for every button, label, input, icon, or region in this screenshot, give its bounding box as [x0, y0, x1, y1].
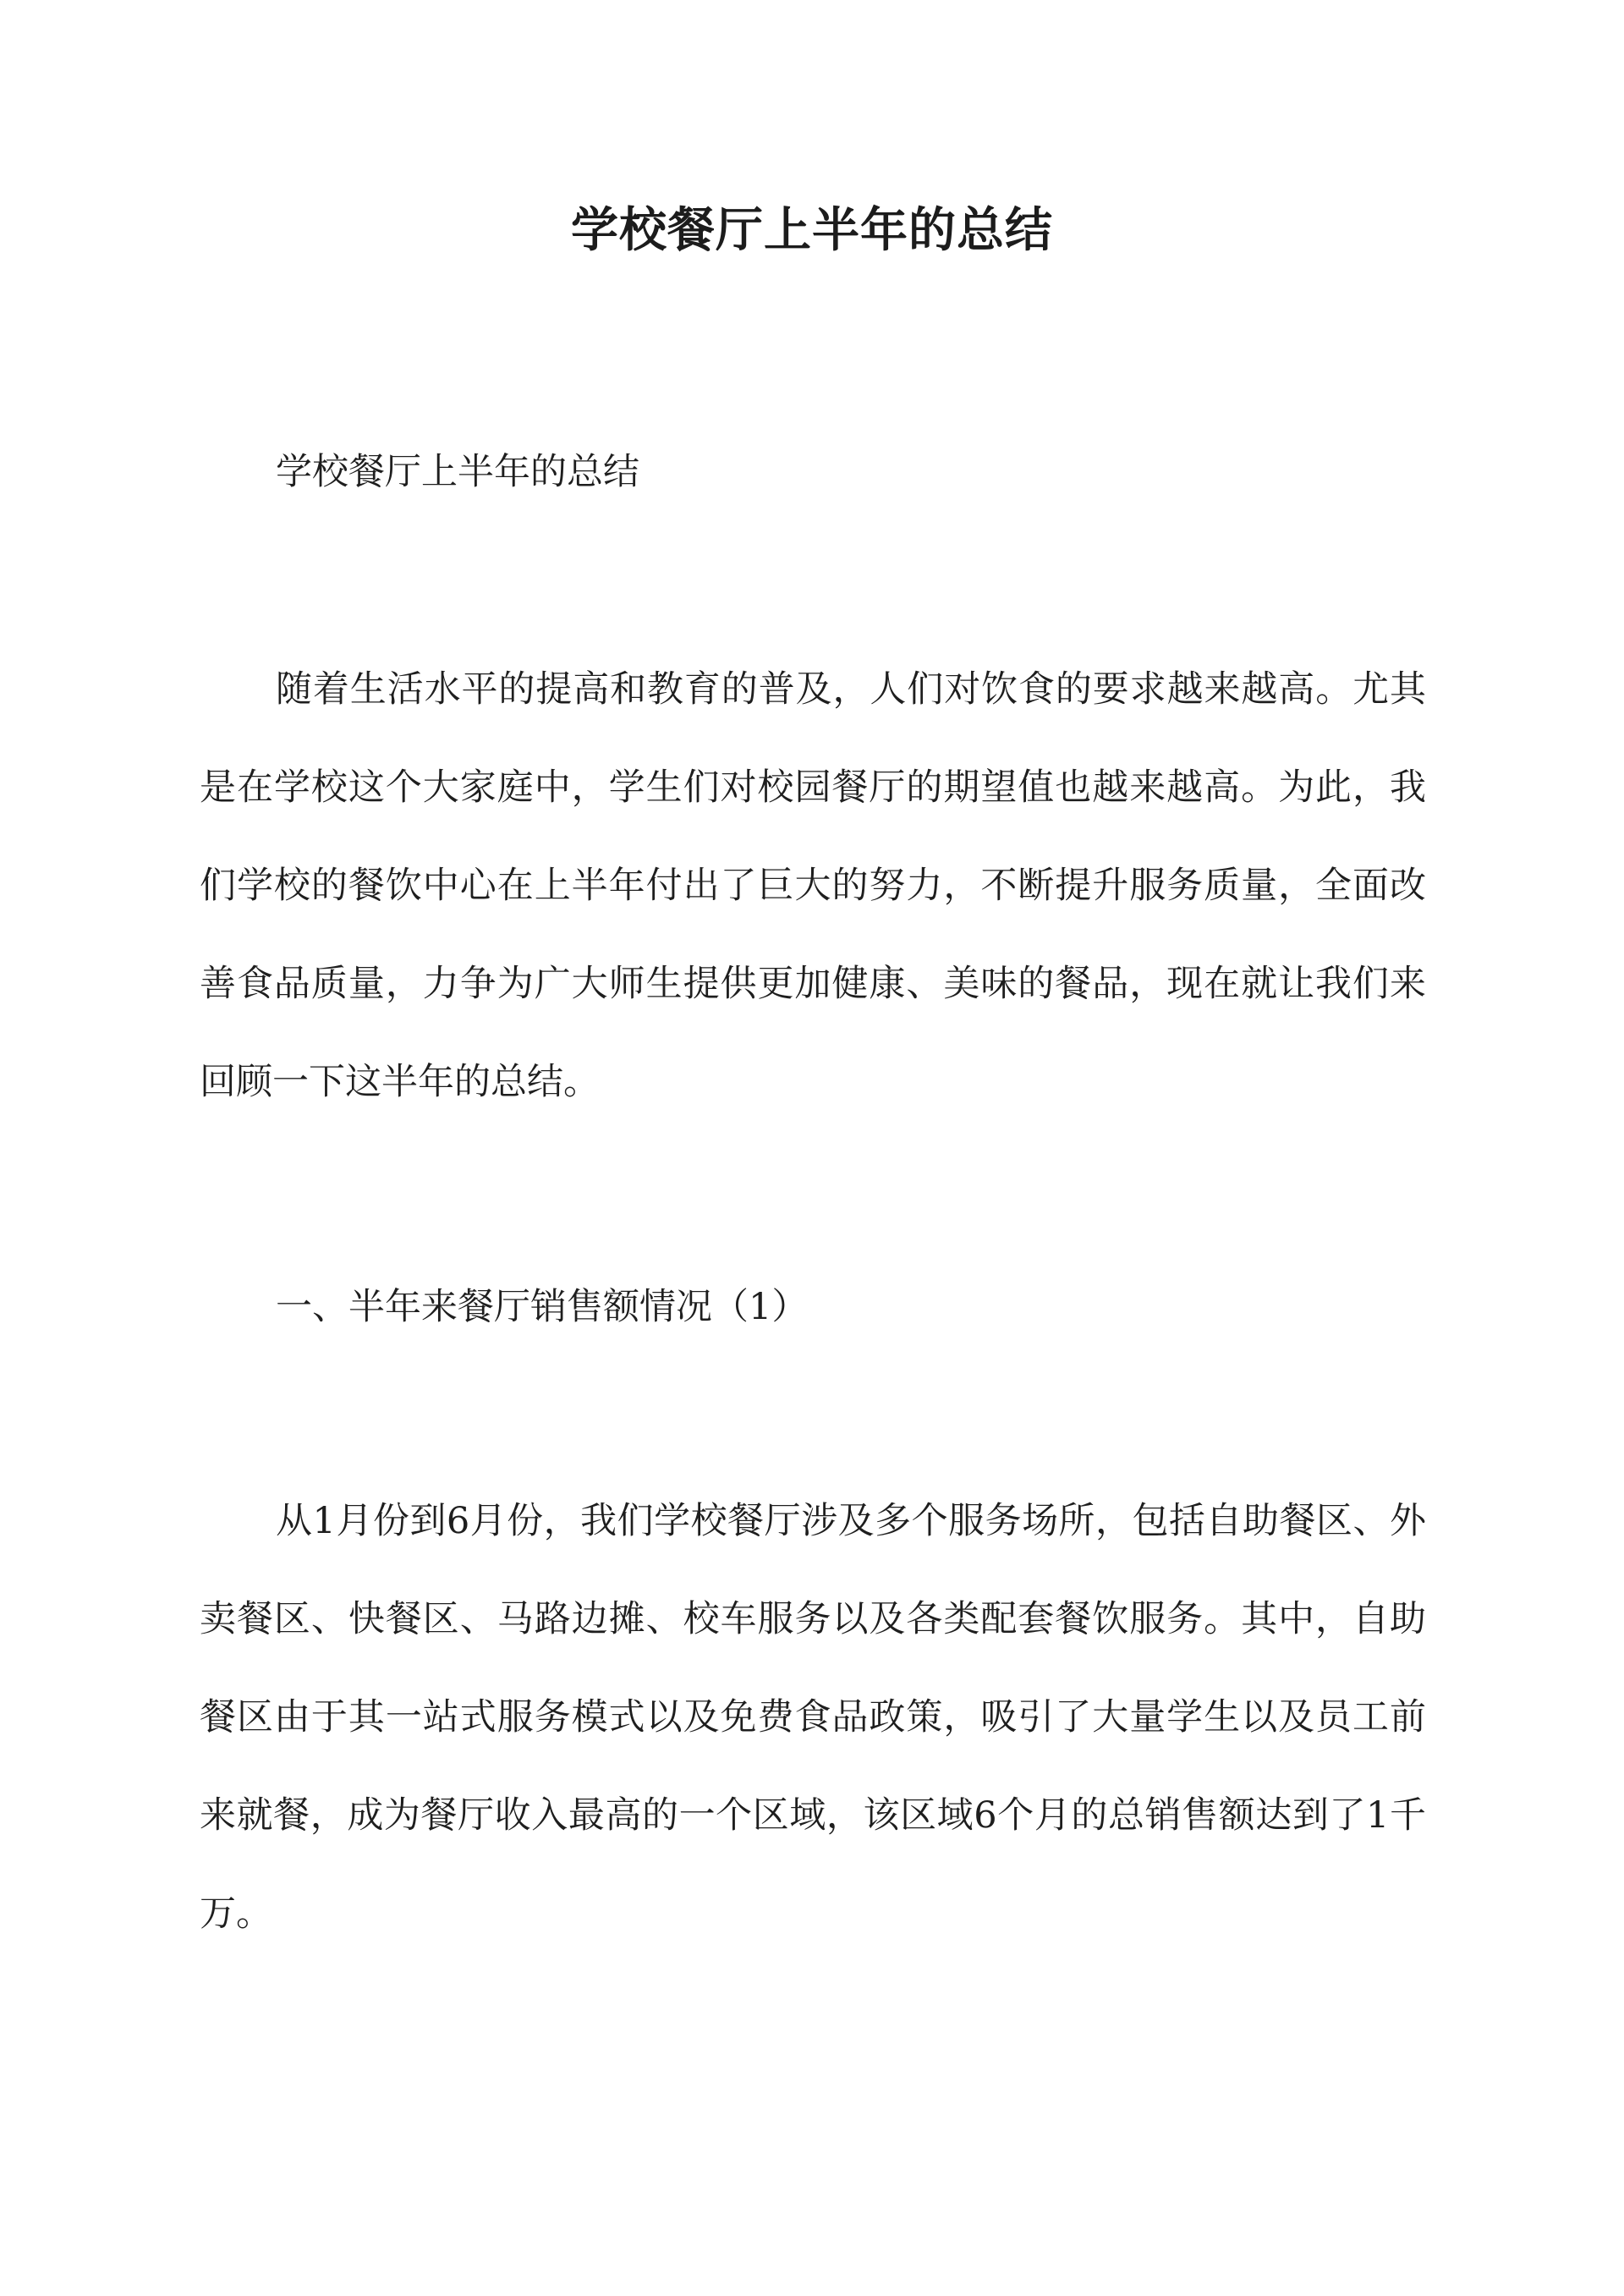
intro-paragraph: 随着生活水平的提高和教育的普及，人们对饮食的要求越来越高。尤其是在学校这个大家庭中，学生们对校园餐厅的期望值也越来越高。为此，我们学校的餐饮中心在上半年付出了巨大的努力，不断提升服务质量，全面改善食品质量，力争为广大师生提供更加健康、美味的餐品，现在就让我们来回顾一下这半年的总结。 [200, 668, 1426, 1103]
sales-paragraph: 从1月份到6月份，我们学校餐厅涉及多个服务场所，包括自助餐区、外卖餐区、快餐区、马路边摊、校车服务以及各类配套餐饮服务。其中，自助餐区由于其一站式服务模式以及免费食品政策，吸引了大量学生以及员工前来就餐，成为餐厅收入最高的一个区域，该区域6个月的总销售额达到了1千万。 [200, 1500, 1426, 1935]
section-heading: 一、半年来餐厅销售额情况（1） [276, 1286, 809, 1328]
subtitle-paragraph: 学校餐厅上半年的总结 [276, 451, 639, 493]
document-title: 学校餐厅上半年的总结 [571, 202, 1053, 258]
